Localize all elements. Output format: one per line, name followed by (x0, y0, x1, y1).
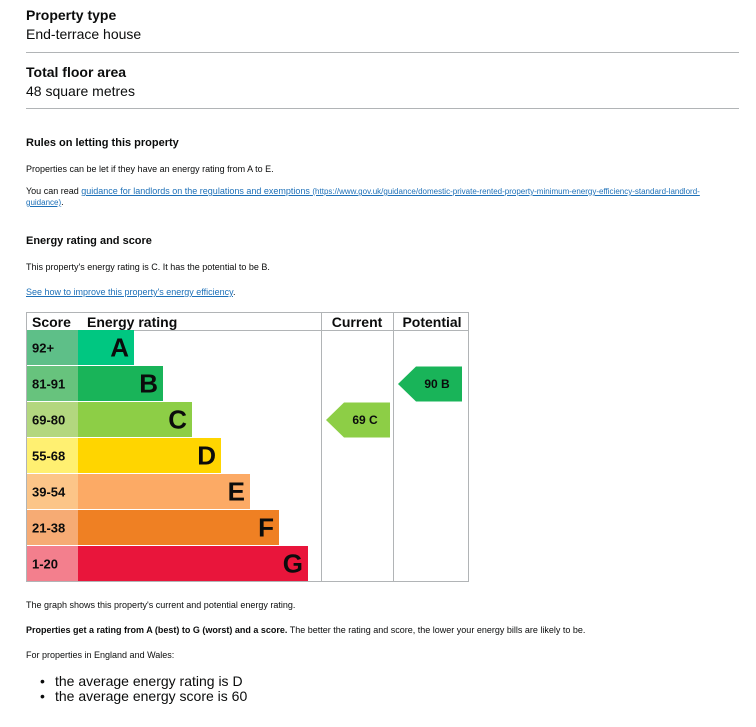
graph-note: The graph shows this property's current and potential energy rating. (26, 600, 296, 610)
guidance-link[interactable]: guidance for landlords on the regulations and exemptions (https://www.gov.uk/guidance/domestic-private-rented-property-minimum-energy-efficiency-standard-landlord- guidance) (26, 186, 700, 207)
improve-link[interactable]: See how to improve this property's energy efficiency (26, 287, 233, 297)
scale-rest: The better the rating and score, the lower your energy bills are likely to be. (287, 625, 586, 635)
guidance-url[interactable]: (https://www.gov.uk/guidance/domestic-private-rented-property-minimum-energy-efficiency-standard-landlord- (312, 187, 700, 196)
score-label-e: 39-54 (32, 484, 66, 500)
scale-explanation (26, 625, 738, 636)
score-label-f: 21-38 (32, 520, 66, 536)
list-item: • the average energy score is 60 (26, 689, 247, 704)
averages-list (26, 674, 247, 704)
potential-rating-label: 90 B (424, 377, 450, 391)
energy-heading: Energy rating and score (26, 235, 152, 247)
rating-column-header: Energy rating (87, 314, 178, 330)
divider (26, 108, 739, 109)
property-type-value: End-terrace house (26, 26, 142, 42)
score-label-d: 55-68 (32, 448, 66, 464)
property-type-label: Property type (26, 7, 117, 23)
guidance-suffix: . (61, 197, 64, 207)
improve-suffix: . (233, 287, 236, 297)
band-letter-a: A (110, 332, 129, 363)
band-letter-b: B (139, 368, 158, 399)
letting-heading: Rules on letting this property (26, 137, 179, 149)
band-bar-e (78, 474, 250, 509)
region-text: For properties in England and Wales: (26, 650, 175, 660)
energy-rating-chart (26, 312, 470, 584)
current-rating-label: 69 C (352, 413, 378, 427)
band-letter-c: C (168, 404, 187, 435)
score-label-g: 1-20 (32, 556, 59, 572)
potential-column-header: Potential (402, 314, 462, 330)
band-letter-e: E (227, 476, 245, 507)
score-label-c: 69-80 (32, 412, 66, 428)
band-letter-g: G (282, 548, 303, 579)
improve-paragraph (26, 287, 738, 298)
current-column-header: Current (331, 314, 383, 330)
guidance-paragraph (26, 186, 738, 208)
score-column-header: Score (32, 314, 71, 330)
letting-rule-text: Properties can be let if they have an energy rating from A to E. (26, 164, 274, 174)
score-label-a: 92+ (32, 340, 55, 356)
scale-bold: Properties get a rating from A (best) to G (worst) and a score. (26, 625, 288, 635)
list-item: • the average energy rating is D (26, 674, 247, 689)
band-letter-d: D (197, 440, 216, 471)
guidance-prefix: You can read (26, 186, 82, 196)
score-label-b: 81-91 (32, 376, 66, 392)
floor-area-value: 48 square metres (26, 83, 135, 99)
band-letter-f: F (258, 512, 274, 543)
guidance-url-end[interactable]: guidance) (26, 198, 62, 207)
divider (26, 52, 739, 53)
band-bar-g (78, 546, 308, 581)
energy-summary-text: This property's energy rating is C. It has the potential to be B. (26, 262, 270, 272)
band-bar-f (78, 510, 279, 545)
floor-area-label: Total floor area (26, 64, 127, 80)
